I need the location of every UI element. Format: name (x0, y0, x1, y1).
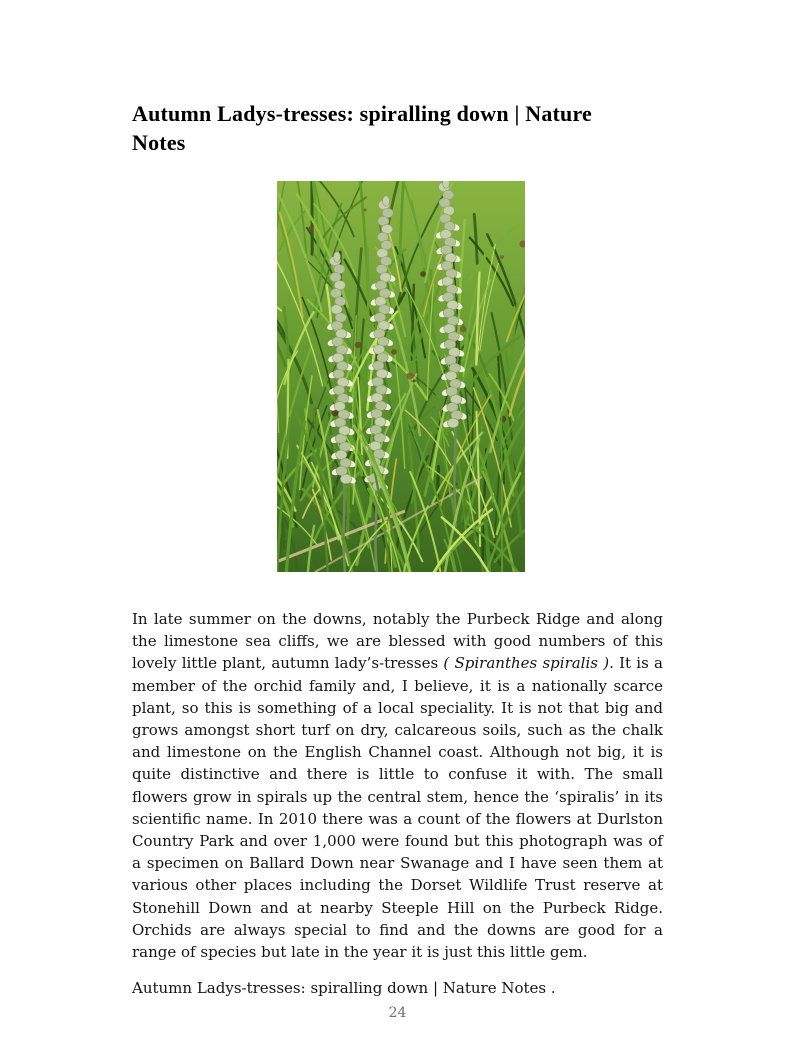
paragraph-text-after-latin: . It is a member of the orchid family and, I believe, it is a nationally scarce plant, so this is something of a local speciality. It is not that big and grows amongst short turf on dry, calcareous soils, such as the chalk and limestone on the English Channel coast. Although not big, it is quite distinctive and there is little to confuse it with. The small flowers grow in spirals up the central stem, hence the ‘spiralis’ in its scientific name. In 2010 there was a count of the flowers at Durlston Country Park and over 1,000 were found but this photograph was of a specimen on Ballard Down near Swanage and I have seen them at various other places including the Dorset Wildlife Trust reserve at Stonehill Down and at nearby Steeple Hill on the Purbeck Ridge. Orchids are always special to find and the downs are good for a range of species but late in the year it is just this little gem. (132, 654, 663, 962)
article-body (132, 608, 663, 999)
latin-species-name: ( Spiranthes spiralis ) (443, 654, 610, 673)
article-paragraph (132, 608, 663, 963)
orchid-photo-svg (277, 181, 525, 572)
orchid-photo (277, 181, 525, 572)
article-caption: Autumn Ladys-tresses: spiralling down | Nature Notes . (132, 979, 556, 998)
page-number: 24 (388, 1005, 407, 1021)
paragraph-text-before-latin: In late summer on the downs, notably the Purbeck Ridge and along the limestone sea cliffs, we are blessed with good numbers of this lovely little plant, autumn lady’s-tresses (132, 610, 663, 673)
article-title: Autumn Ladys-tresses: spiralling down | Nature Notes (132, 101, 593, 155)
